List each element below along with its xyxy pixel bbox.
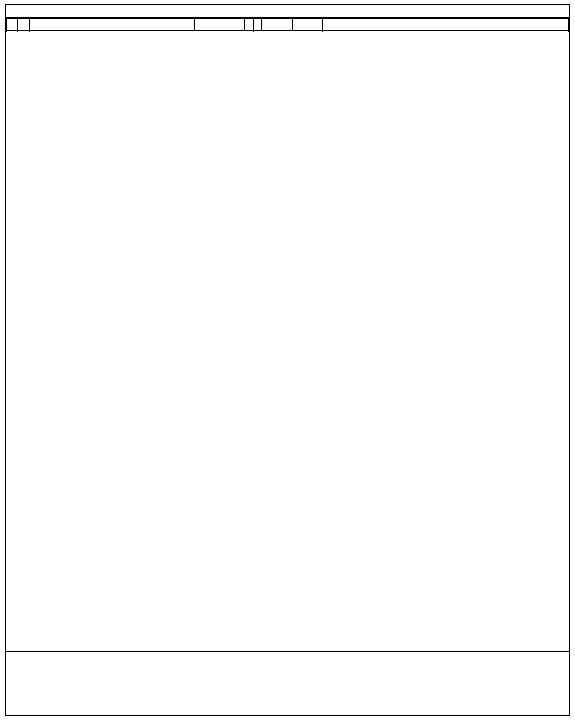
sheet-header [6, 5, 569, 18]
col-weekday [18, 19, 29, 31]
col-dismiss [292, 19, 323, 31]
schedule-table [6, 18, 569, 31]
col-day [7, 19, 18, 31]
col-meal [253, 19, 261, 31]
col-events [29, 19, 195, 31]
schedule-sheet [5, 4, 570, 716]
notes-footer [6, 651, 569, 716]
col-plan-group [261, 19, 292, 31]
col-mark [245, 19, 253, 31]
col-period-group [195, 19, 245, 31]
col-related [323, 19, 569, 31]
